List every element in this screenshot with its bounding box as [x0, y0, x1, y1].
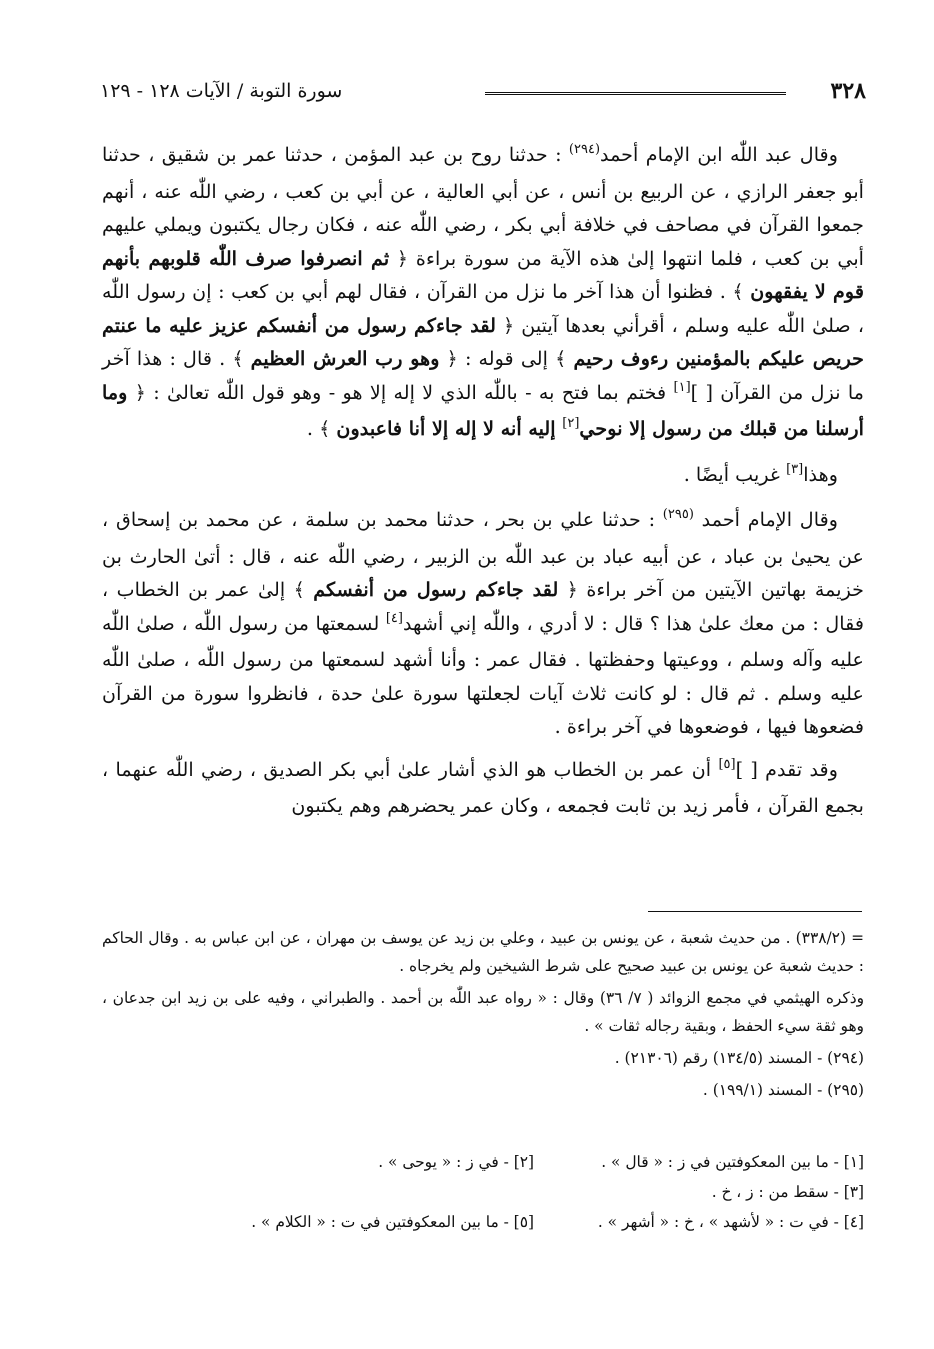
variant-ref: [٢]: [562, 416, 580, 431]
footnote-haythami: وذكره الهيثمي في مجمع الزوائد ( ٧/ ٣٦) وقال : « رواه عبد اللّٰه بن أحمد . والطبراني ، وفيه على بن زيد ابن جدعان ، وهو ثقة سيء الحفظ ، وبقية رجاله ثقات » .: [102, 989, 864, 1035]
text-span: إلى قوله :: [457, 347, 556, 370]
variant-ref: [١]: [673, 379, 691, 395]
text-span: إلىٰ عمر بن الخطاب ، فقال : من معك علىٰ هذا ؟ قال : لا أدري ، واللّٰه إني أشهد: [102, 578, 864, 635]
paragraph-4: [102, 753, 864, 823]
text-span: فختم بما فتح به - باللّٰه الذي لا إله إلا هو - وهو قول اللّٰه تعالىٰ :: [145, 380, 674, 404]
text-span: .: [306, 417, 320, 440]
text-span: لسمعتها من رسول اللّٰه ، صلىٰ اللّٰه عليه وآله وسلم ، ووعيتها وحفظتها . فقال عمر : وأنا أشهد لسمعتها من رسول اللّٰه ، صلىٰ اللّٰه عليه وسلم . ثم قال : لو كانت ثلاث آيات لجعلتها سورة علىٰ حدة ، فانظروا سورة من القرآن فضعوها فيها ، فوضعوها في آخر براءة .: [102, 611, 864, 738]
ornate-bracket-close: ﴾: [232, 347, 251, 370]
text-span: . قال : هذا آخر ما نزل من القرآن [ ]: [102, 347, 864, 404]
text-span: : حدثنا علي بن بحر ، حدثنا محمد بن سلمة ، عن محمد بن إسحاق ، عن يحيىٰ بن عباد ، عن أبيه عباد بن عبد اللّٰه بن الزبير ، رضي اللّٰه عنه ، قال : أتىٰ الحارث بن خزيمة بهاتين الآيتين من آخر براءة: [102, 508, 865, 601]
paragraph-3: [102, 503, 864, 744]
paragraph-2: [102, 458, 864, 495]
quran-verse: وما أرسلنا من قبلك من رسول إلا نوحي: [102, 380, 864, 440]
variant-note-3: [٣] - سقط من : ز ، خ .: [711, 1183, 864, 1201]
quran-verse: ثم انصرفوا صرف اللّٰه قلوبهم بأنهم قوم لا يفقهون: [102, 246, 864, 303]
quran-verse: لقد جاءكم رسول من أنفسكم: [313, 578, 559, 601]
text-span: وقد تقدم [ ]: [735, 757, 838, 781]
ornate-bracket-close: ﴾: [555, 347, 574, 370]
variant-ref: [٣]: [786, 461, 804, 477]
ornate-bracket-close: ﴾: [732, 280, 751, 303]
variant-ref: [٤]: [385, 610, 403, 626]
ornate-bracket-open: ﴿: [127, 380, 146, 404]
variant-ref: [٥]: [718, 756, 736, 772]
ornate-bracket-open: ﴿: [439, 347, 458, 370]
text-span: غريب أيضًا .: [683, 462, 787, 486]
hadith-ref: (٢٩٥): [662, 507, 694, 522]
footnote-separator: [648, 911, 862, 912]
ornate-bracket-open: ﴿: [389, 246, 409, 270]
variant-note-1: [١] - ما بين المعكوفتين في ز : « قال » .: [601, 1153, 864, 1171]
paragraph-1: [102, 138, 864, 449]
main-text: [102, 138, 864, 823]
text-span: وهذا: [803, 462, 838, 486]
page-header: [100, 78, 866, 112]
footnote-294: (٢٩٤) - المسند (١٣٤/٥) رقم (٢١٣٠٦) .: [614, 1049, 864, 1067]
ornate-bracket-open: ﴿: [558, 578, 578, 601]
text-span: وقال عبد اللّٰه ابن الإمام أحمد: [600, 143, 838, 166]
variant-note-2: [٢] - في ز : « يوحى » .: [378, 1153, 534, 1171]
quran-verse: إليه أنه لا إله إلا أنا فاعبدون: [336, 417, 563, 440]
variant-notes: [102, 1147, 864, 1237]
quran-verse: لقد جاءكم رسول من أنفسكم عزيز عليه ما عنتم حريص عليكم بالمؤمنين رءوف رحيم: [102, 313, 865, 370]
note-row: [102, 1147, 864, 1177]
variant-note-4: [٤] - في ت : « لأشهد » ، خ : « أشهر » .: [597, 1213, 864, 1231]
ornate-bracket-open: ﴿: [495, 313, 515, 337]
header-rule: [485, 92, 786, 95]
note-spacer: [102, 1177, 534, 1207]
note-row: [102, 1177, 864, 1207]
running-title: سورة التوبة / الآيات ١٢٨ - ١٢٩: [100, 80, 343, 102]
text-span: . فظنوا أن هذا آخر ما نزل من القرآن ، فقال لهم أبي بن كعب : إن رسول اللّٰه ، صلىٰ اللّٰه عليه وسلم ، أقرأني بعدها آيتين: [102, 280, 865, 337]
footnotes: [102, 924, 864, 1104]
text-span: وقال الإمام أحمد: [693, 508, 839, 531]
variant-note-5: [٥] - ما بين المعكوفتين في ت : « الكلام » .: [251, 1213, 534, 1231]
text-span: أن عمر بن الخطاب هو الذي أشار علىٰ أبي بكر الصديق ، رضي اللّٰه عنهما ، بجمع القرآن ، فأمر زيد بن ثابت فجمعه ، وكان عمر يحضرهم وهم يكتبون: [102, 757, 864, 817]
hadith-ref: (٢٩٤): [568, 142, 601, 157]
ornate-bracket-close: ﴾: [293, 578, 314, 601]
footnote-295: (٢٩٥) - المسند (١٩٩/١) .: [702, 1081, 864, 1099]
text-span: : حدثنا روح بن عبد المؤمن ، حدثنا عمر بن شقيق ، حدثنا أبو جعفر الرازي ، عن الربيع بن أنس ، عن أبي العالية ، عن أبي بن كعب ، رضي اللّٰه عنه ، أنهم جمعوا القرآن في مصاحف في خلافة أبي بكر ، رضي اللّٰه عنه ، فكان رجال يكتبون ويملي عليهم أبي بن كعب ، فلما انتهوا إلىٰ هذه الآية من سورة براءة: [102, 143, 864, 270]
page-number: ٣٢٨: [830, 78, 866, 104]
footnote-continued: = (٣٣٨/٢) . من حديث شعبة ، عن يونس بن عبيد ، وعلي بن زيد عن يوسف بن مهران ، عن ابن عباس به . وقال الحاكم : حديث شعبة عن يونس بن عبيد صحيح على شرط الشيخين ولم يخرجاه .: [102, 929, 864, 975]
note-row: [102, 1207, 864, 1237]
ornate-bracket-close: ﴾: [319, 417, 337, 440]
quran-verse: وهو رب العرش العظيم: [250, 347, 440, 370]
